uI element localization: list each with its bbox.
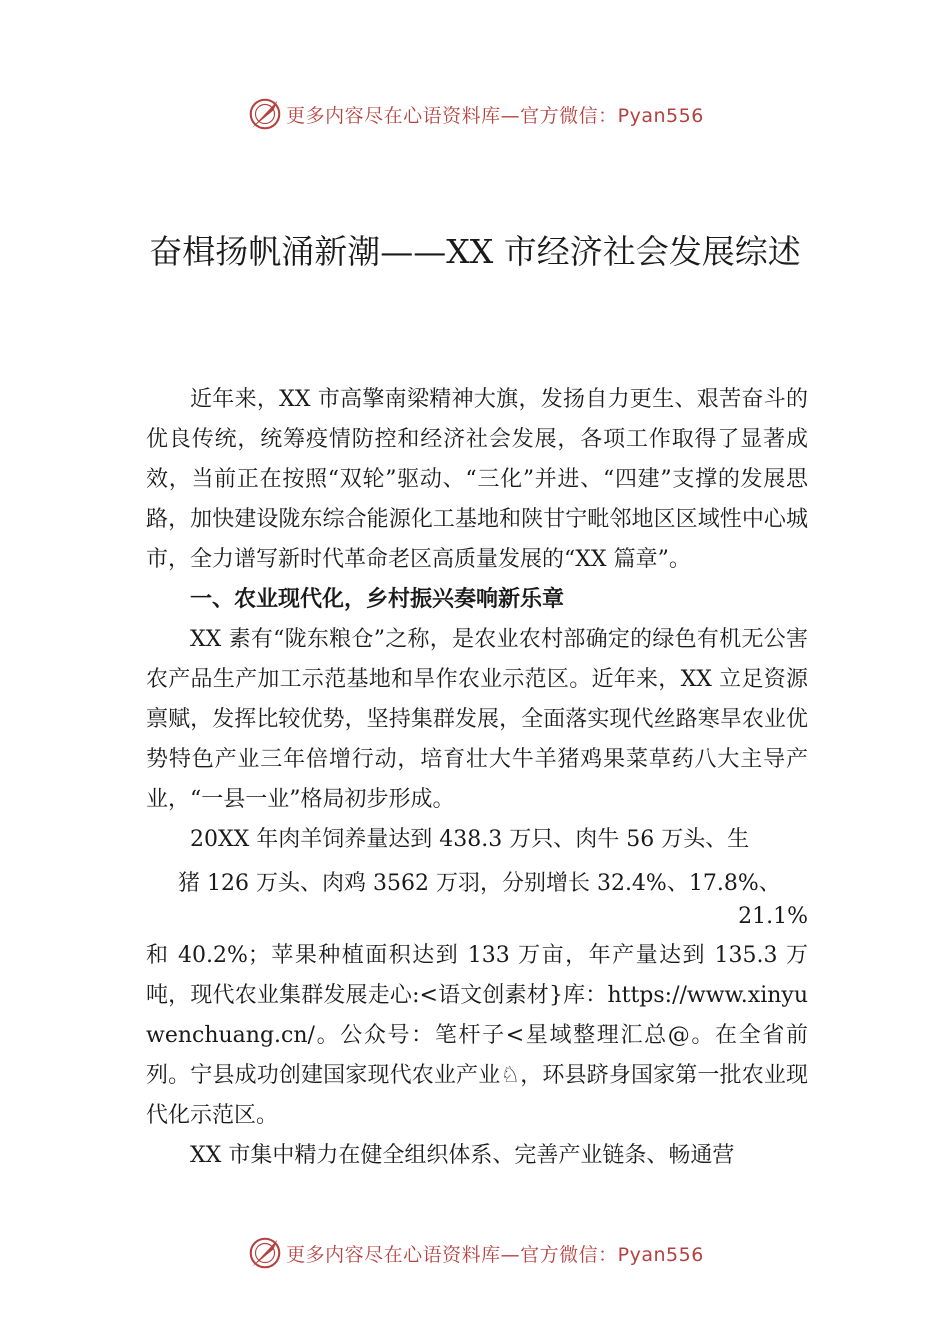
paragraph-livestock-line3: 21.1% — [738, 904, 808, 929]
paragraph-livestock-line1: 20XX 年肉羊饲养量达到 438.3 万只、肉牛 56 万头、生 — [190, 827, 750, 852]
quill-seal-icon — [246, 1234, 284, 1272]
paragraph-livestock-line2: 猪 126 万头、肉鸡 3562 万羽，分别增长 32.4%、17.8%、 — [178, 871, 781, 896]
paragraph-intro: 近年来，XX 市高擎南梁精神大旗，发扬自力更生、艰苦奋斗的优良传统，统筹疫情防控和经济社会发展，各项工作取得了显著成效，当前正在按照“双轮”驱动、“三化”并进、“四建”支撑的发展思路，加快建设陇东综合能源化工基地和陕甘宁毗邻地区区域性中心城市，全力谱写新时代革命老区高质量发展的“XX 篇章”。 — [146, 387, 809, 572]
header-watermark — [0, 92, 950, 136]
paragraph-agriculture: XX 素有“陇东粮仓”之称，是农业农村部确定的绿色有机无公害农产品生产加工示范基地和旱作农业示范区。近年来，XX 立足资源禀赋，发挥比较优势，坚持集群发展，全面落实现代丝路寒旱农业优势特色产业三年倍增行动，培育壮大牛羊猪鸡果菜草药八大主导产业，“一县一业”格局初步形成。 — [146, 627, 808, 812]
document-title: 奋楫扬帆涌新潮——XX 市经济社会发展综述 — [149, 232, 801, 271]
paragraph-continued: XX 市集中精力在健全组织体系、完善产业链条、畅通营 — [190, 1143, 735, 1168]
watermark-text: 更多内容尽在心语资料库—官方微信：Pyan556 — [286, 104, 704, 127]
footer-watermark — [0, 1231, 950, 1275]
section-heading: 一、农业现代化，乡村振兴奏响新乐章 — [190, 587, 565, 612]
document-body — [146, 380, 808, 1176]
paragraph-fruit: 和 40.2%；苹果种植面积达到 133 万亩，年产量达到 135.3 万吨，现代农业集群发展走心:<语文创素材}库：https://www.xinyuwenchuang.cn/。公众号：笔杆子<星域整理汇总@。在全省前列。宁县成功创建国家现代农业产业♘，环县跻身国家第一批农业现代化示范区。 — [146, 943, 808, 1128]
quill-seal-icon — [246, 95, 284, 133]
watermark-text: 更多内容尽在心语资料库—官方微信：Pyan556 — [286, 1243, 704, 1266]
